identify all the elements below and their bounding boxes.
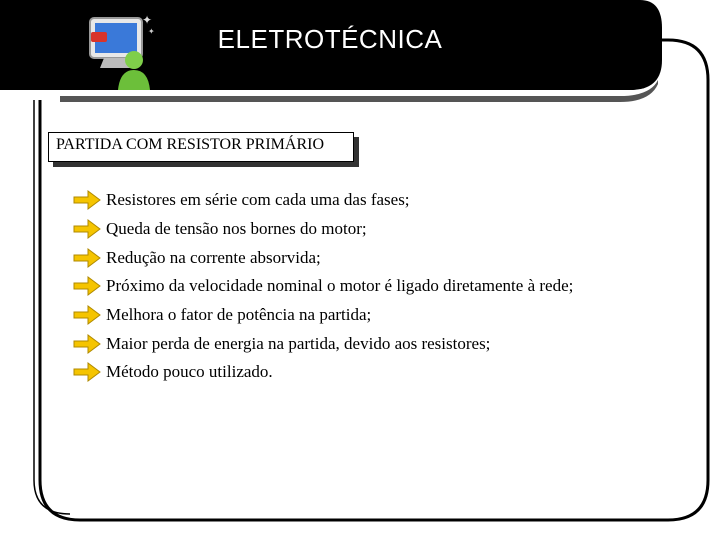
list-item-text: Redução na corrente absorvida; [106, 247, 321, 267]
section-title: PARTIDA COM RESISTOR PRIMÁRIO [56, 136, 324, 153]
arrow-right-icon [72, 276, 102, 296]
list-item-text: Método pouco utilizado. [106, 362, 273, 382]
list-item [72, 186, 573, 215]
arrow-right-icon [72, 305, 102, 325]
arrow-right-icon [72, 219, 102, 239]
list-item-text: Maior perda de energia na partida, devido aos resistores; [106, 333, 491, 353]
computer-user-icon [86, 10, 158, 92]
list-item [72, 272, 573, 301]
list-item [72, 243, 573, 272]
list-item-text: Queda de tensão nos bornes do motor; [106, 219, 367, 239]
list-item [72, 301, 573, 330]
list-item-text: Resistores em série com cada uma das fases; [106, 190, 410, 210]
list-item [72, 358, 573, 387]
list-item [72, 215, 573, 244]
bullet-list [72, 186, 573, 387]
arrow-right-icon [72, 362, 102, 382]
list-item-text: Melhora o fator de potência na partida; [106, 305, 372, 325]
list-item-text: Próximo da velocidade nominal o motor é ligado diretamente à rede; [106, 276, 574, 296]
svg-text:✦: ✦ [142, 13, 153, 27]
svg-text:✦: ✦ [148, 27, 155, 36]
page-title: ELETROTÉCNICA [217, 24, 443, 54]
list-item [72, 329, 573, 358]
arrow-right-icon [72, 248, 102, 268]
arrow-right-icon [72, 334, 102, 354]
arrow-right-icon [72, 190, 102, 210]
